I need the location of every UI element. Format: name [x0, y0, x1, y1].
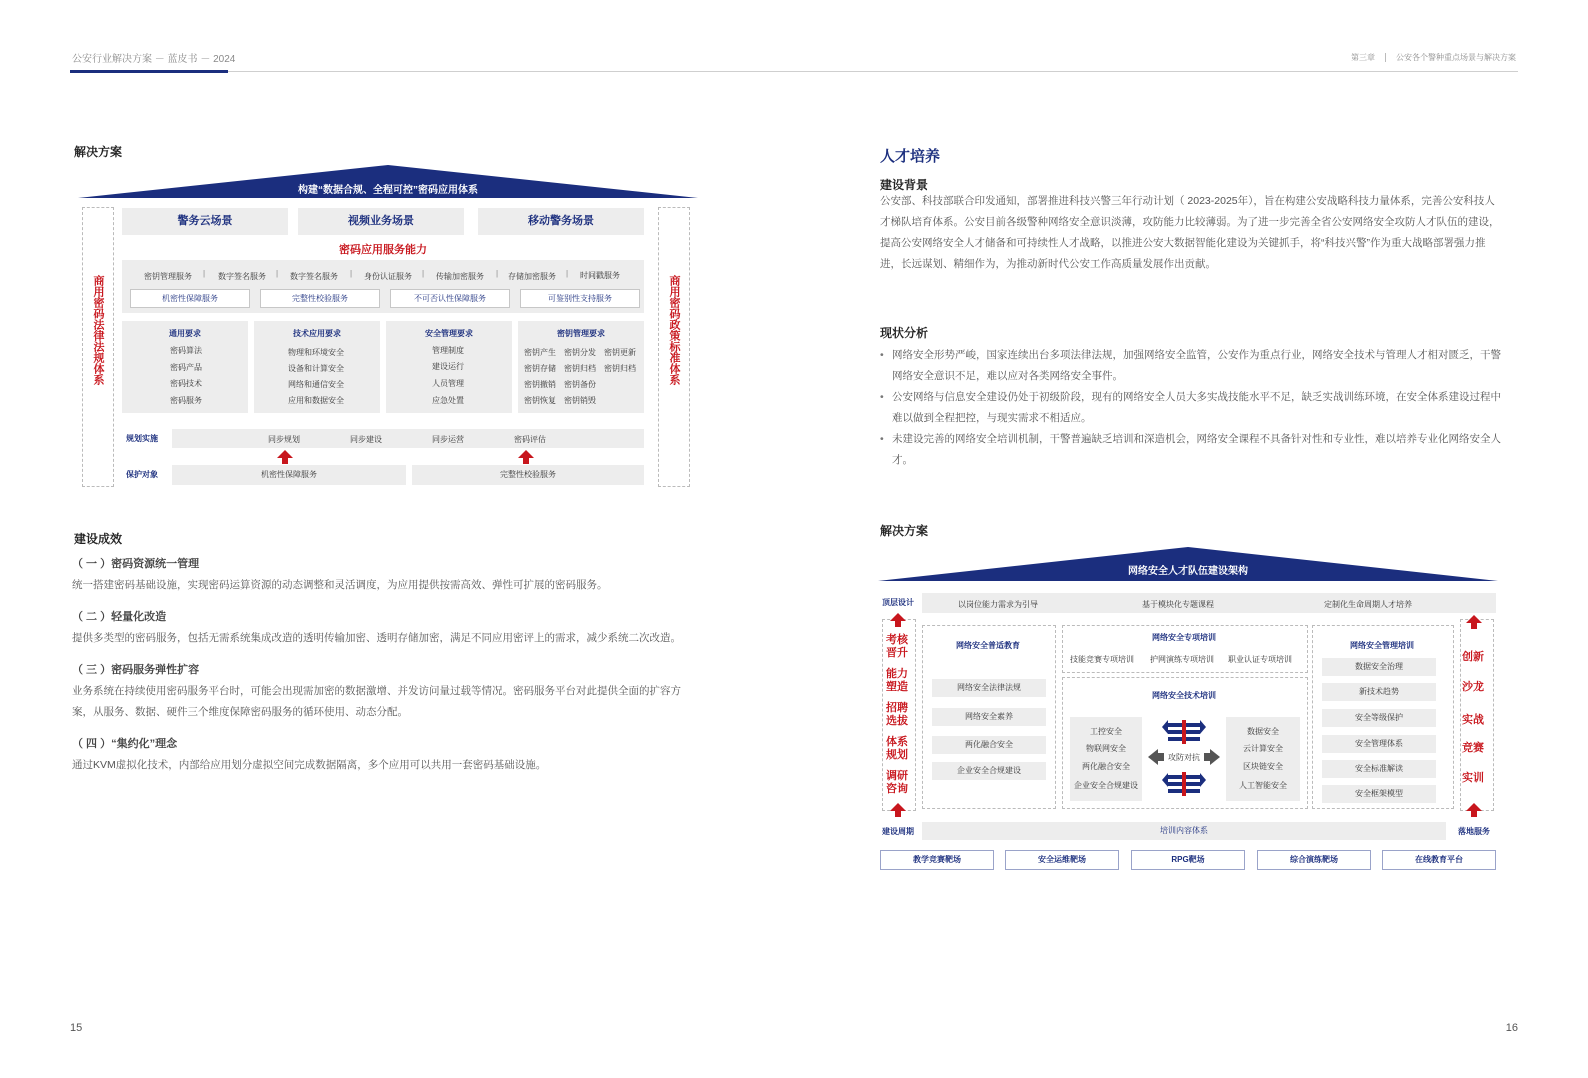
- special-training-item: 护网演练专项培训: [1150, 655, 1214, 664]
- left-side-label: 商用密码法律法规体系: [92, 275, 104, 385]
- req-mgmt-title: 安全管理要求: [425, 329, 473, 338]
- platform-button[interactable]: 安全运维靶场: [1005, 850, 1119, 870]
- right-label: 创新: [1462, 651, 1484, 663]
- req-item: 密钥更新: [604, 348, 636, 357]
- req-item: 密钥存储: [524, 364, 556, 373]
- mgmt-item: 数据安全治理: [1322, 658, 1436, 676]
- tech-training-title: 网络安全技术培训: [1152, 691, 1216, 700]
- top-design-item: 基于模块化专题课程: [1142, 600, 1214, 609]
- service-sep: |: [566, 269, 569, 278]
- header-chapter: 第三章: [1351, 53, 1375, 62]
- tech-left-item: 物联网安全: [1086, 744, 1126, 753]
- right-solution-heading: 解决方案: [880, 524, 929, 538]
- mgmt-item: 安全等级保护: [1322, 709, 1436, 727]
- mgmt-training-title: 网络安全管理培训: [1350, 641, 1414, 650]
- header-accent-bar: [70, 70, 228, 73]
- tech-left-item: 工控安全: [1090, 727, 1122, 736]
- special-training-item: 职业认证专项培训: [1228, 655, 1292, 664]
- result-text: 通过KVM虚拟化技术，内部给应用划分虚拟空间完成数据隔离，多个应用可以共用一套密码基础设施。: [72, 759, 547, 771]
- tech-right-item: 人工智能安全: [1239, 781, 1287, 790]
- service-sep: |: [496, 269, 499, 278]
- result-text: 统一搭建密码基础设施，实现密码运算资源的动态调整和灵活调度，为应用提供按需高效、弹性可扩展的密码服务。: [72, 579, 608, 591]
- background-heading: 建设背景: [880, 178, 929, 192]
- left-label: 招聘选拔: [886, 702, 908, 727]
- result-text: 业务系统在持续使用密码服务平台时，可能会出现需加密的数据激增、并发访问量过载等情况。密码服务平台对此提供全面的扩容方案，从服务、数据、硬件三个维度保障密码服务的循环使用、动态分配。: [72, 685, 681, 718]
- left-label: 能力塑造: [886, 668, 908, 693]
- platform-button[interactable]: 综合演练靶场: [1257, 850, 1371, 870]
- req-general-box: [122, 321, 248, 413]
- guarantee-box: 机密性保障服务: [130, 289, 250, 308]
- analysis-list: [880, 345, 1502, 471]
- mgmt-item: 安全框架模型: [1322, 785, 1436, 803]
- up-arrow-icon: [1466, 615, 1482, 623]
- plan-label: 规划实施: [126, 434, 158, 443]
- req-item: 管理制度: [432, 346, 464, 355]
- right-label: 沙龙: [1462, 681, 1484, 693]
- up-arrow-stem: [895, 621, 901, 627]
- req-tech-box: [254, 321, 380, 413]
- service-item: 数字签名服务: [218, 272, 266, 281]
- general-edu-item: 企业安全合规建设: [932, 762, 1046, 780]
- training-content-bar: 培训内容体系: [922, 822, 1446, 840]
- talent-roof-text: 网络安全人才队伍建设架构: [1128, 566, 1248, 577]
- top-design-item: 定制化生命周期人才培养: [1324, 600, 1412, 609]
- cycle-label: 建设周期: [882, 827, 914, 836]
- req-item: 密码技术: [170, 379, 202, 388]
- tech-right-item: 数据安全: [1247, 727, 1279, 736]
- protect-box: 完整性校验服务: [412, 465, 644, 485]
- results-heading: 建设成效: [74, 532, 123, 546]
- guarantee-box: 可鉴别性支持服务: [520, 289, 640, 308]
- protect-box: 机密性保障服务: [172, 465, 406, 485]
- right-label: 竞赛: [1462, 742, 1484, 754]
- page-number-right: 16: [1505, 1022, 1518, 1034]
- attack-defense-label: 攻防对抗: [1168, 753, 1200, 762]
- req-item: 设备和计算安全: [288, 364, 344, 373]
- tech-left-item: 两化融合安全: [1082, 762, 1130, 771]
- service-item: 存储加密服务: [508, 272, 556, 281]
- scene-box-cloud: 警务云场景: [122, 208, 288, 235]
- mgmt-item: 新技术趋势: [1322, 683, 1436, 701]
- mgmt-item: 安全管理体系: [1322, 735, 1436, 753]
- mgmt-item: 安全标准解读: [1322, 760, 1436, 778]
- scene-box-mobile: 移动警务场景: [478, 208, 644, 235]
- result-text: 提供多类型的密码服务，包括无需系统集成改造的透明传输加密、透明存储加密，满足不同应用密评上的需求，减少系统二次改造。: [72, 632, 681, 644]
- scene-box-video: 视频业务场景: [298, 208, 464, 235]
- service-sep: |: [276, 269, 279, 278]
- service-item: 数字签名服务: [290, 272, 338, 281]
- req-item: 密码服务: [170, 396, 202, 405]
- results-list: [72, 555, 692, 776]
- special-training-title: 网络安全专项培训: [1152, 633, 1216, 642]
- right-label: 实训: [1462, 772, 1484, 784]
- req-item: 密钥销毁: [564, 396, 596, 405]
- service-sep: |: [350, 269, 353, 278]
- analysis-item: • 公安网络与信息安全建设仍处于初级阶段，现有的网络安全人员大多实战技能水平不足，缺乏实战训练环境，在安全体系建设过程中难以做到全程把控，与现实需求不相适应。: [880, 387, 1502, 429]
- up-arrow-stem: [895, 811, 901, 817]
- right-side-label: 商用密码政策标准体系: [668, 275, 680, 385]
- guarantee-box: 不可否认性保障服务: [390, 289, 510, 308]
- service-sep: |: [203, 269, 206, 278]
- result-title: （ 一 ）密码资源统一管理: [72, 558, 200, 570]
- up-arrow-icon: [277, 450, 293, 458]
- header-divider: [1385, 53, 1386, 62]
- top-design-item: 以岗位能力需求为引导: [958, 600, 1038, 609]
- req-item: 建设运行: [432, 362, 464, 371]
- special-training-item: 技能竞赛专项培训: [1070, 655, 1134, 664]
- platform-button[interactable]: 教学竞赛靶场: [880, 850, 994, 870]
- req-item: 密钥备份: [564, 380, 596, 389]
- header-left-title: 公安行业解决方案 － 蓝皮书 － 2024: [72, 54, 236, 65]
- capability-title: 密码应用服务能力: [339, 244, 427, 256]
- general-edu-item: 网络安全素养: [932, 708, 1046, 726]
- background-text: 公安部、科技部联合印发通知，部署推进科技兴警三年行动计划（ 2023-2025年），旨在构建公安战略科技力量体系，完善公安科技人才梯队培育体系。公安目前各级警种网络安全意识淡薄，攻防能力比较薄弱。为了进一步完善全省公安网络安全攻防人才队伍的建设，提高公安网络安全人才储备和可持续性人才战略，以推进公安大数据智能化建设为关键抓手，将“科技兴警”作为重大战略部署强力推进，长远谋划、精细作为，为推动新时代公安工作高质量发展作出贡献。: [880, 195, 1500, 270]
- plan-item: 同步建设: [350, 435, 382, 444]
- general-edu-item: 两化融合安全: [932, 736, 1046, 754]
- up-arrow-stem: [1471, 623, 1477, 629]
- landing-label: 落地服务: [1458, 827, 1490, 836]
- service-item: 身份认证服务: [364, 272, 412, 281]
- service-item: 时间戳服务: [580, 271, 620, 280]
- req-item: 物理和环境安全: [288, 348, 344, 357]
- right-label: 实战: [1462, 714, 1484, 726]
- result-title: （ 二 ）轻量化改造: [72, 611, 167, 623]
- protect-label: 保护对象: [126, 470, 158, 479]
- up-arrow-icon: [1466, 803, 1482, 811]
- req-tech-title: 技术应用要求: [293, 329, 341, 338]
- up-arrow-icon: [518, 450, 534, 458]
- req-item: 应用和数据安全: [288, 396, 344, 405]
- req-item: 密钥恢复: [524, 396, 556, 405]
- left-label: 调研咨询: [886, 770, 908, 795]
- req-item: 密钥归档: [604, 364, 636, 373]
- tech-right-item: 云计算安全: [1243, 744, 1283, 753]
- left-label: 考核晋升: [886, 634, 908, 659]
- req-key-box: [518, 321, 644, 413]
- result-title: （ 四 ）“集约化”理念: [72, 738, 178, 750]
- plan-item: 密码评估: [514, 435, 546, 444]
- service-item: 传输加密服务: [436, 272, 484, 281]
- general-edu-item: 网络安全法律法规: [932, 679, 1046, 697]
- req-general-title: 通用要求: [169, 329, 201, 338]
- req-item: 应急处置: [432, 396, 464, 405]
- top-design-label: 顶层设计: [882, 598, 914, 607]
- analysis-heading: 现状分析: [880, 326, 929, 340]
- crypto-diagram: [78, 165, 698, 495]
- req-item: 密码产品: [170, 363, 202, 372]
- up-arrow-stem: [282, 458, 288, 464]
- tech-left-item: 企业安全合规建设: [1074, 781, 1138, 790]
- up-arrow-icon: [890, 613, 906, 621]
- plan-item: 同步规划: [268, 435, 300, 444]
- req-item: 人员管理: [432, 379, 464, 388]
- up-arrow-stem: [1471, 811, 1477, 817]
- analysis-item: • 未建设完善的网络安全培训机制，干警普遍缺乏培训和深造机会，网络安全课程不具备针对性和专业性，难以培养专业化网络安全人才。: [880, 429, 1502, 471]
- req-item: 密钥撤销: [524, 380, 556, 389]
- result-title: （ 三 ）密码服务弹性扩容: [72, 664, 200, 676]
- tech-right-item: 区块链安全: [1243, 762, 1283, 771]
- service-sep: |: [422, 269, 425, 278]
- up-arrow-stem: [523, 458, 529, 464]
- plan-item: 同步运营: [432, 435, 464, 444]
- req-item: 密钥归档: [564, 364, 596, 373]
- analysis-item: • 网络安全形势严峻，国家连续出台多项法律法规，加强网络安全监管，公安作为重点行业，网络安全技术与管理人才相对匮乏，干警网络安全意识不足，难以应对各类网络安全事件。: [880, 345, 1502, 387]
- header-rule: [70, 71, 1518, 72]
- crypto-roof-text: 构建“数据合规、全程可控”密码应用体系: [298, 185, 478, 196]
- talent-diagram: [878, 545, 1498, 875]
- req-item: 网络和通信安全: [288, 380, 344, 389]
- left-label: 体系规划: [886, 736, 908, 761]
- req-item: 密码算法: [170, 346, 202, 355]
- general-edu-title: 网络安全普适教育: [956, 641, 1020, 650]
- plan-bar: [172, 429, 644, 448]
- req-item: 密钥产生: [524, 348, 556, 357]
- left-solution-heading: 解决方案: [74, 145, 123, 159]
- page-number-left: 15: [70, 1022, 83, 1034]
- guarantee-box: 完整性校验服务: [260, 289, 380, 308]
- service-item: 密钥管理服务: [144, 272, 192, 281]
- header-right: [1351, 52, 1516, 63]
- right-page-title: 人才培养: [880, 148, 941, 165]
- up-arrow-icon: [890, 803, 906, 811]
- platform-button[interactable]: 在线教育平台: [1382, 850, 1496, 870]
- req-mgmt-box: [386, 321, 512, 413]
- platform-button[interactable]: RPG靶场: [1131, 850, 1245, 870]
- header-chapter-title: 公安各个警种重点场景与解决方案: [1396, 53, 1516, 62]
- req-key-title: 密钥管理要求: [557, 329, 605, 338]
- req-item: 密钥分发: [564, 348, 596, 357]
